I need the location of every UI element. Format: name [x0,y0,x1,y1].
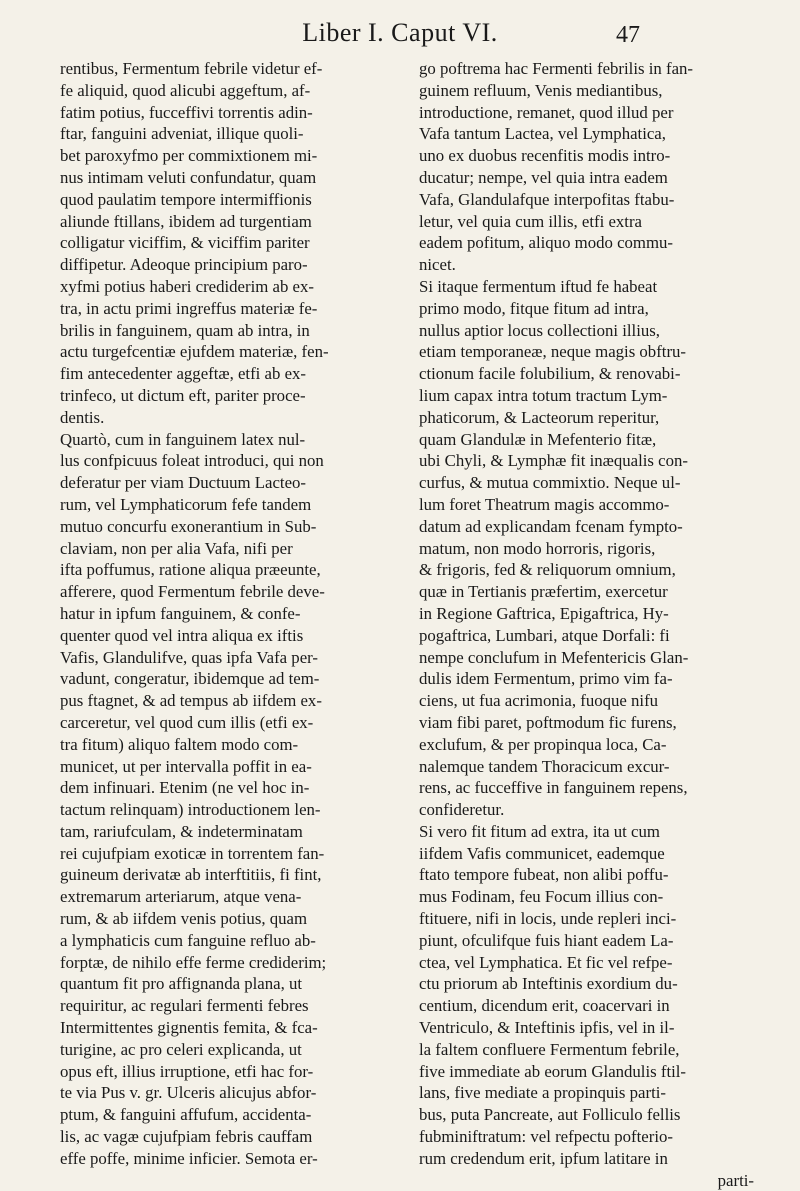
text-line: rum, vel Lymphaticorum fefe tandem [60,494,312,514]
page-number: 47 [616,22,640,48]
text-line: Intermittentes gignentis femita, & fca- [60,1018,318,1038]
text-line: xyfmi potius haberi crediderim ab ex- [60,276,314,296]
text-line: carceretur, vel quod cum illis (etfi ex- [60,712,314,732]
text-line: Si itaque fermentum iftud fe habeat [419,276,658,296]
text-line: & frigoris, fed & reliquorum omnium, [419,560,676,580]
text-line: vadunt, congeratur, ibidemque ad tem- [60,669,320,689]
text-line: extremarum arteriarum, atque vena- [60,887,302,907]
text-line: pogaftrica, Lumbari, atque Dorfali: fi [419,625,670,645]
text-line: uno ex duobus recenfitis modis intro- [419,146,671,166]
text-line: lum foret Theatrum magis accommo- [419,494,670,514]
text-line: tra, in actu primi ingreffus materiæ fe- [60,298,318,318]
text-line: rens, ac fucceffive in fanguinem repens, [419,778,688,798]
catchword: parti- [717,1170,754,1190]
text-line: ciens, ut fua acrimonia, fuoque nifu [419,691,659,711]
text-line: Ventriculo, & Inteftinis ipfis, vel in il- [419,1018,675,1038]
text-line: ubi Chyli, & Lymphæ fit inæqualis con- [419,451,688,471]
text-line: colligatur viciffim, & viciffim pariter [60,233,310,253]
text-line: fim antecedenter aggeftæ, etfi ab ex- [60,364,306,384]
text-line: datum ad explicandam fcenam fympto- [419,516,683,536]
left-column [60,58,401,1168]
text-line: Quartò, cum in fanguinem latex nul- [60,429,306,449]
text-line: rei cujufpiam exoticæ in torrentem fan- [60,843,325,863]
text-line: curfus, & mutua commixtio. Neque ul- [419,473,681,493]
text-line: opus eft, illius irruptione, etfi hac for- [60,1061,314,1081]
text-line: in Regione Gaftrica, Epigaftrica, Hy- [419,603,669,623]
text-line: dulis idem Fermentum, primo vim fa- [419,669,673,689]
text-line: Vafis, Glandulifve, quas ipfa Vafa per- [60,647,318,667]
text-line: bet paroxyfmo per commixtionem mi- [60,146,318,166]
text-line: ftato tempore fubeat, non alibi poffu- [419,865,669,885]
text-line: fubminiftratum: vel refpectu pofterio- [419,1127,673,1147]
text-line: letur, vel quia cum illis, etfi extra [419,211,643,231]
text-line: go poftrema hac Fermenti febrilis in fan- [419,59,693,78]
text-line: tam, rariufculam, & indeterminatam [60,821,303,841]
text-line: lus confpicuus foleat introduci, qui non [60,451,324,471]
text-line: te via Pus v. gr. Ulceris alicujus abfor- [60,1083,317,1103]
text-line: nalemque tandem Thoracicum excur- [419,756,670,776]
text-line: phaticorum, & Lacteorum reperitur, [419,407,660,427]
text-line: aliunde ftillans, ibidem ad turgentiam [60,211,312,231]
text-line: trinfeco, ut dictum eft, pariter proce- [60,385,306,405]
text-line: guineum derivatæ ab interftitiis, fi fint, [60,865,322,885]
text-line: ptum, & fanguini affufum, accidenta- [60,1105,312,1125]
text-columns [60,58,760,1190]
text-line: dentis. [60,407,105,427]
text-line: quenter quod vel intra aliqua ex iftis [60,625,304,645]
text-line: etiam temporaneæ, neque magis obftru- [419,342,687,362]
text-line: requiritur, ac regulari fermenti febres [60,996,309,1016]
text-line: nicet. [419,255,456,275]
text-line: quantum fit pro affignanda plana, ut [60,974,303,994]
text-line: ctea, vel Lymphatica. Et fic vel refpe- [419,952,673,972]
text-line: diffipetur. Adeoque principium paro- [60,255,308,275]
text-line: mus Fodinam, feu Focum illius con- [419,887,664,907]
text-line: actu turgefcentiæ ejufdem materiæ, fen- [60,342,329,362]
text-line: brilis in fanguinem, quam ab intra, in [60,320,310,340]
text-line: mutuo concurfu exonerantium in Sub- [60,516,317,536]
text-line: Si vero fit fitum ad extra, ita ut cum [419,821,660,841]
text-line: deferatur per viam Ductuum Lacteo- [60,473,307,493]
text-line: fe aliquid, quod alicubi aggeftum, af- [60,80,311,100]
text-line: nus intimam veluti confundatur, quam [60,167,317,187]
text-line: turigine, ac pro celeri explicanda, ut [60,1039,302,1059]
text-line: quæ in Tertianis præfertim, exercetur [419,582,668,602]
text-line: ftituere, nifi in locis, unde repleri inci- [419,909,677,929]
running-head: Liber I. Caput VI. [302,18,498,47]
text-line: piunt, ofculifque fuis hiant eadem La- [419,930,674,950]
text-line: fatim potius, fucceffivi torrentis adin- [60,102,313,122]
text-line: viam fibi paret, poftmodum fic furens, [419,712,677,732]
text-line: lis, ac vagæ cujufpiam febris cauffam [60,1127,313,1147]
right-column [419,58,760,1190]
text-line: afferere, quod Fermentum febrile deve- [60,582,325,602]
text-line: rum, & ab iifdem venis potius, quam [60,909,308,929]
text-line: quam Glandulæ in Mefenterio fitæ, [419,429,657,449]
text-line: claviam, non per alia Vafa, nifi per [60,538,293,558]
text-line: centium, dicendum erit, coacervari in [419,996,670,1016]
text-line: guinem refluum, Venis mediantibus, [419,80,663,100]
text-line: lium capax intra totum tractum Lym- [419,385,668,405]
text-line: rentibus, Fermentum febrile videtur ef- [60,59,323,78]
text-line: matum, non modo horroris, rigoris, [419,538,656,558]
text-line: dem infinuari. Etenim (ne vel hoc in- [60,778,310,798]
text-line: ctionum facile folubilium, & renovabi- [419,364,681,384]
text-line: nempe conclufum in Mefentericis Glan- [419,647,689,667]
text-line: Vafa tantum Lactea, vel Lymphatica, [419,124,666,144]
text-line: lans, five mediate a propinquis parti- [419,1083,666,1103]
text-line: ifta poffumus, ratione aliqua præeunte, [60,560,321,580]
text-line: ftar, fanguini adveniat, illique quoli- [60,124,304,144]
page-header [0,18,800,54]
text-line: effe poffe, minime inficier. Semota er- [60,1148,318,1168]
text-line: quod paulatim tempore intermiffionis [60,189,312,209]
text-line: introductione, remanet, quod illud per [419,102,674,122]
text-line: la faltem confluere Fermentum febrile, [419,1039,680,1059]
text-line: municet, ut per intervalla poffit in ea- [60,756,312,776]
text-line: ctu priorum ab Inteftinis exordium du- [419,974,678,994]
text-line: hatur in ipfum fanguinem, & confe- [60,603,301,623]
text-line: tactum relinquam) introductionem len- [60,800,321,820]
text-line: pus ftagnet, & ad tempus ab iifdem ex- [60,691,322,711]
text-line: forptæ, de nihilo effe ferme crediderim; [60,952,327,972]
text-line: primo modo, fitque fitum ad intra, [419,298,649,318]
text-line: tra fitum) aliquo faltem modo com- [60,734,299,754]
text-line: Vafa, Glandulafque interpofitas ftabu- [419,189,675,209]
text-line: bus, puta Pancreate, aut Folliculo fellis [419,1105,681,1125]
text-line: iifdem Vafis communicet, eademque [419,843,665,863]
text-line: confideretur. [419,800,505,820]
text-line: eadem pofitum, aliquo modo commu- [419,233,673,253]
text-line: a lymphaticis cum fanguine refluo ab- [60,930,316,950]
text-line: nullus aptior locus collectioni illius, [419,320,660,340]
text-line: exclufum, & per propinqua loca, Ca- [419,734,667,754]
text-line: ducatur; nempe, vel quia intra eadem [419,167,668,187]
text-line: rum credendum erit, ipfum latitare in [419,1148,668,1168]
text-line: five immediate ab eorum Glandulis ftil- [419,1061,687,1081]
